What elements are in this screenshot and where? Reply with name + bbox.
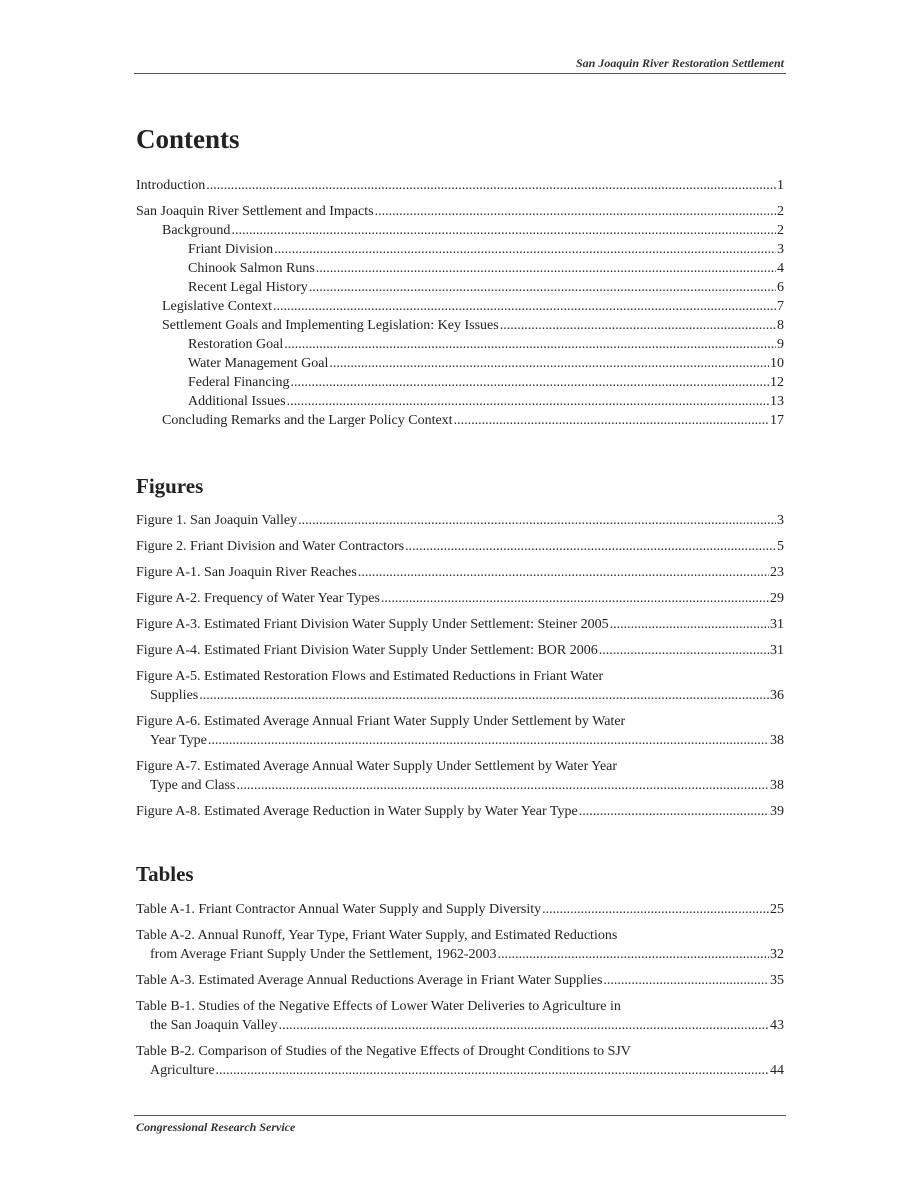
table-entry[interactable]: Table A-2. Annual Runoff, Year Type, Friant Water Supply, and Estimated Reductions from Average Friant Supply Under the Settlement, 1962-2003 ..... 32: [136, 926, 784, 964]
figures-list: [136, 511, 784, 821]
figure-entry[interactable]: Figure 2. Friant Division and Water Contractors ..... 5: [136, 537, 784, 556]
footer-rule: [134, 1115, 786, 1116]
toc-entry[interactable]: San Joaquin River Settlement and Impacts ..... 2: [136, 202, 784, 221]
figure-entry[interactable]: Figure A-2. Frequency of Water Year Types ..... 29: [136, 589, 784, 608]
toc-entry[interactable]: Introduction ..... 1: [136, 176, 784, 195]
contents-heading: Contents: [136, 124, 240, 154]
table-entry[interactable]: Table A-1. Friant Contractor Annual Water Supply and Supply Diversity ..... 25: [136, 900, 784, 919]
running-header: San Joaquin River Restoration Settlement: [575, 56, 784, 70]
toc-entry[interactable]: Chinook Salmon Runs ..... 4: [136, 259, 784, 278]
figures-heading: Figures: [136, 474, 204, 498]
figure-entry[interactable]: Figure A-4. Estimated Friant Division Water Supply Under Settlement: BOR 2006 ..... 31: [136, 641, 784, 660]
toc-entry[interactable]: Restoration Goal ..... 9: [136, 335, 784, 354]
figure-entry[interactable]: Figure A-5. Estimated Restoration Flows and Estimated Reductions in Friant Water Supplies ..... 36: [136, 667, 784, 705]
toc-entry[interactable]: Settlement Goals and Implementing Legislation: Key Issues ..... 8: [136, 316, 784, 335]
figure-entry[interactable]: Figure 1. San Joaquin Valley ..... 3: [136, 511, 784, 530]
table-entry[interactable]: Table A-3. Estimated Average Annual Reductions Average in Friant Water Supplies ..... 35: [136, 971, 784, 990]
toc-entry[interactable]: Additional Issues ..... 13: [136, 392, 784, 411]
toc-entry[interactable]: Concluding Remarks and the Larger Policy Context ..... 17: [136, 411, 784, 430]
table-entry[interactable]: Table B-2. Comparison of Studies of the Negative Effects of Drought Conditions to SJV Agriculture ..... 44: [136, 1042, 784, 1080]
toc-entry[interactable]: Federal Financing ..... 12: [136, 373, 784, 392]
toc-entry[interactable]: Friant Division ..... 3: [136, 240, 784, 259]
contents-list: [136, 176, 784, 430]
figure-entry[interactable]: Figure A-7. Estimated Average Annual Water Supply Under Settlement by Water Year Type and Class ..... 38: [136, 757, 784, 795]
toc-entry[interactable]: Water Management Goal ..... 10: [136, 354, 784, 373]
toc-entry[interactable]: Recent Legal History ..... 6: [136, 278, 784, 297]
toc-entry[interactable]: Legislative Context ..... 7: [136, 297, 784, 316]
toc-entry[interactable]: Background ..... 2: [136, 221, 784, 240]
figure-entry[interactable]: Figure A-8. Estimated Average Reduction in Water Supply by Water Year Type ..... 39: [136, 802, 784, 821]
tables-list: [136, 900, 784, 1080]
header-rule: [134, 73, 786, 74]
tables-heading: Tables: [136, 862, 194, 886]
figure-entry[interactable]: Figure A-1. San Joaquin River Reaches ..... 23: [136, 563, 784, 582]
table-entry[interactable]: Table B-1. Studies of the Negative Effects of Lower Water Deliveries to Agriculture in the San Joaquin Valley ..... 43: [136, 997, 784, 1035]
running-footer: Congressional Research Service: [136, 1120, 296, 1134]
figure-entry[interactable]: Figure A-3. Estimated Friant Division Water Supply Under Settlement: Steiner 2005 ..... 31: [136, 615, 784, 634]
figure-entry[interactable]: Figure A-6. Estimated Average Annual Friant Water Supply Under Settlement by Water Year Type ..... 38: [136, 712, 784, 750]
